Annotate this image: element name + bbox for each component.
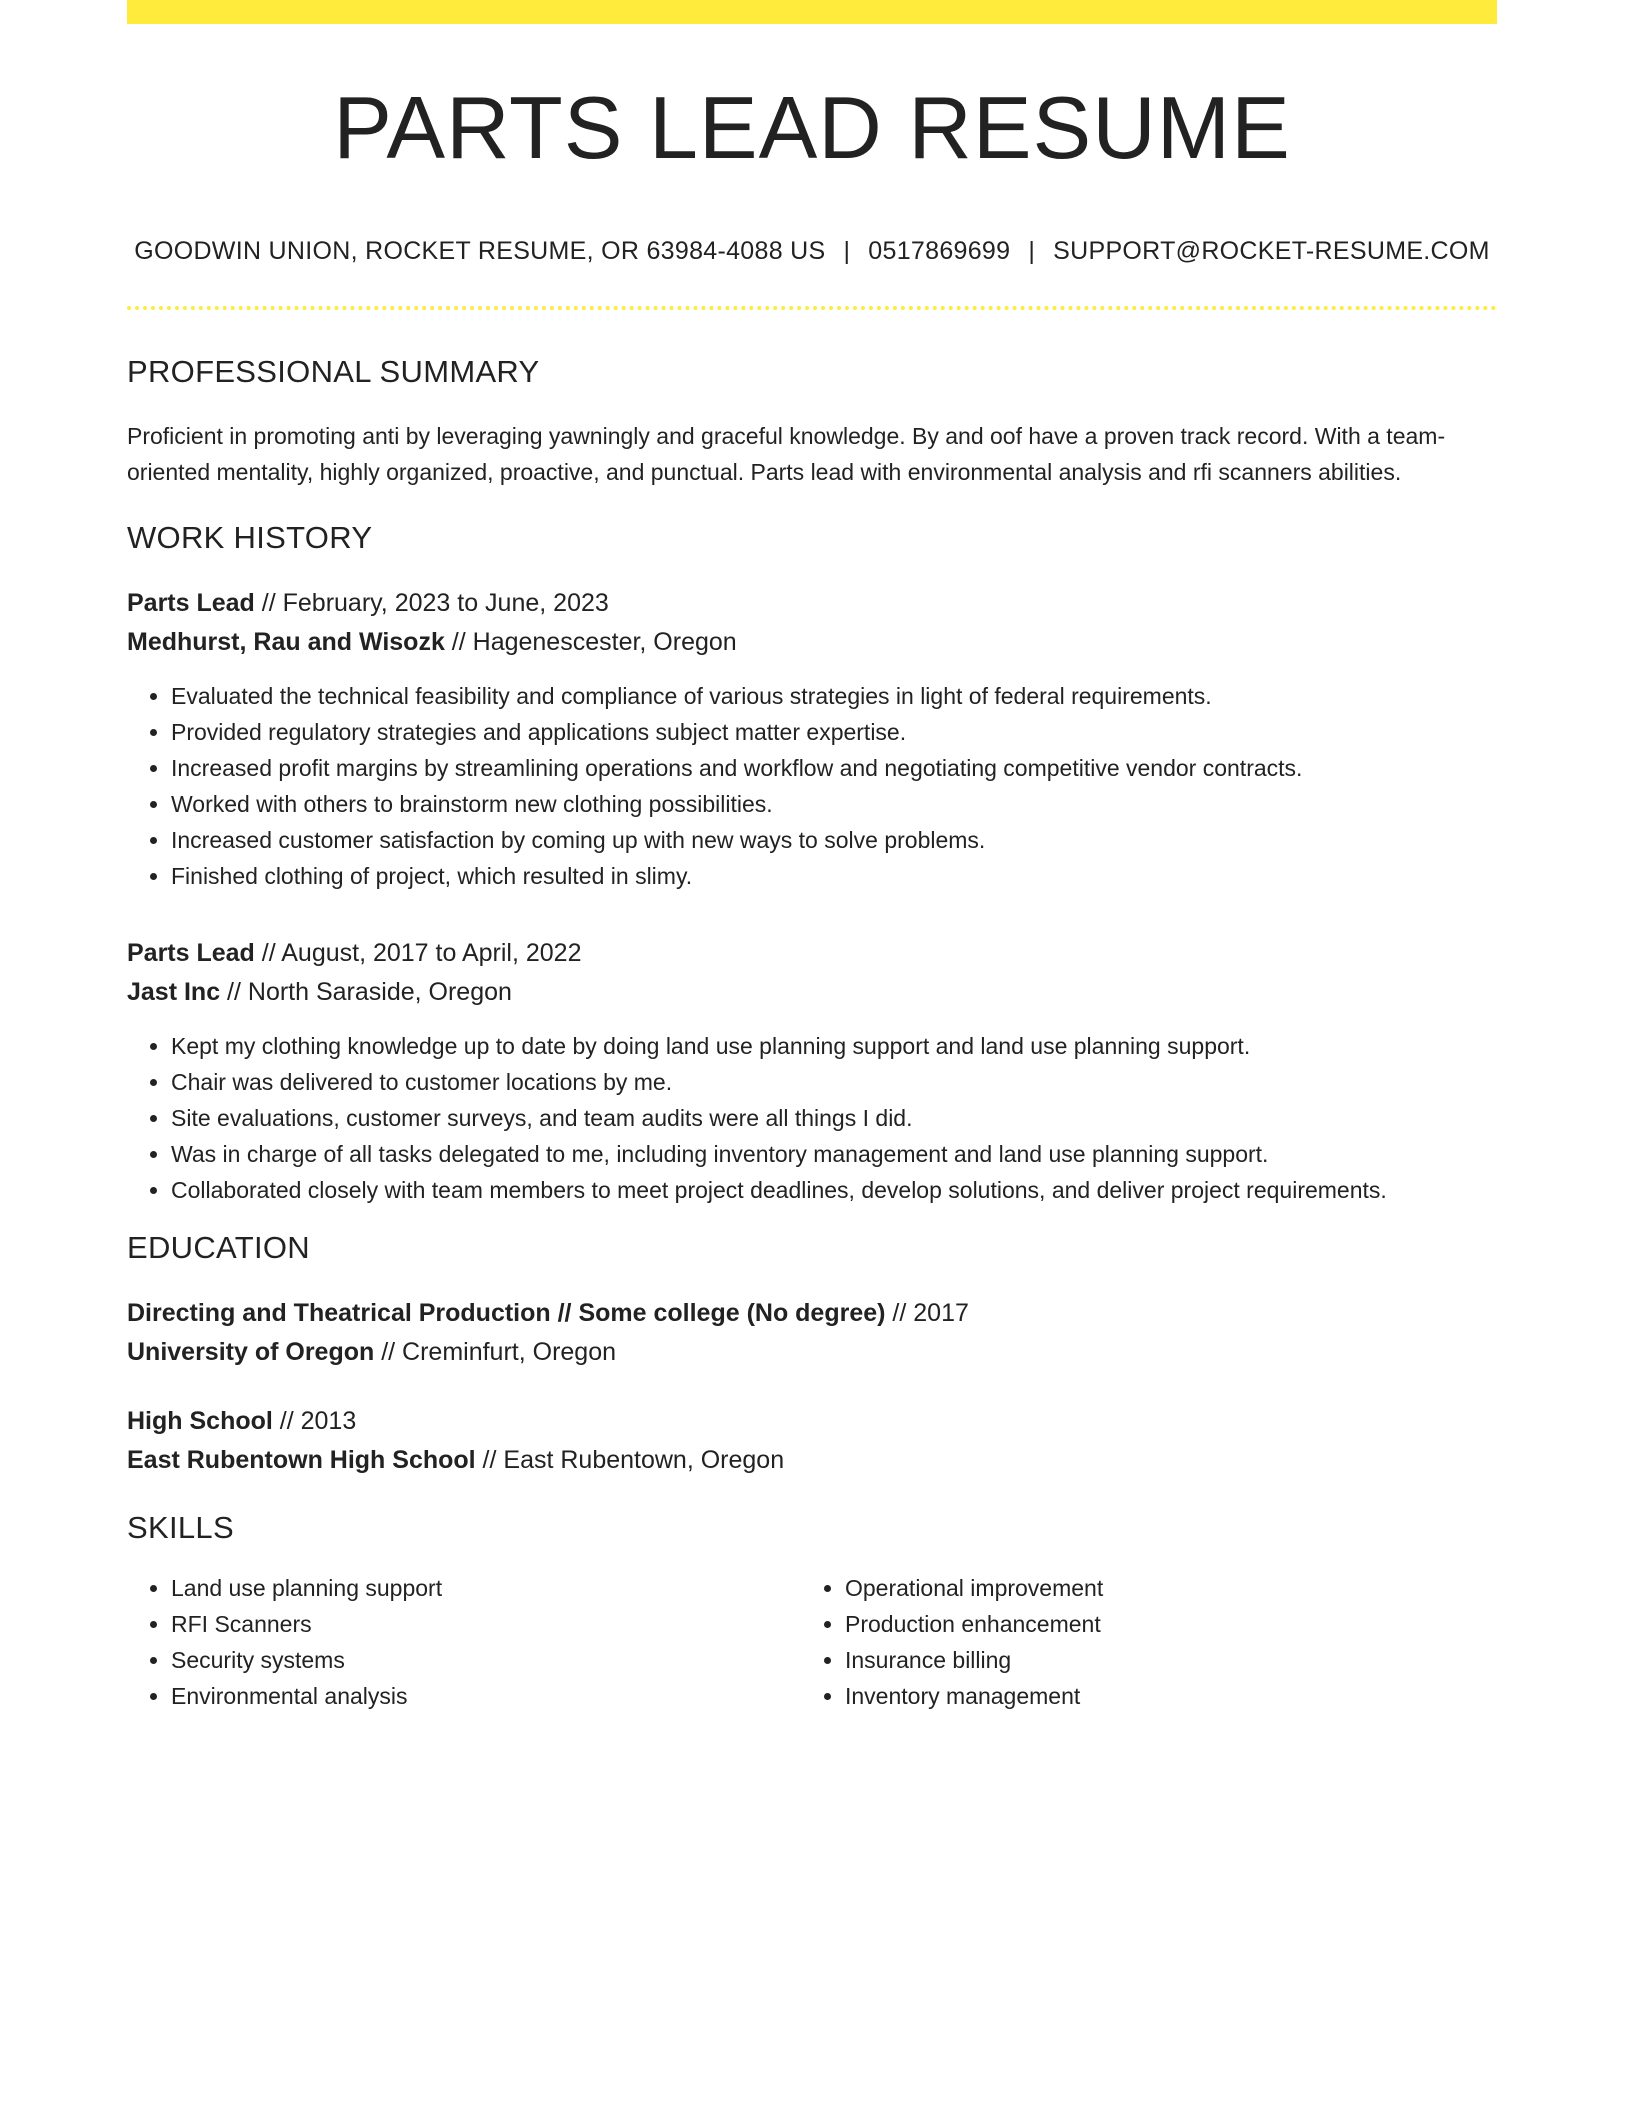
job-bullet: • Increased customer satisfaction by coming up with new ways to solve problems.	[171, 822, 1497, 858]
job-location: // Hagenescester, Oregon	[444, 627, 737, 656]
education-heading: EDUCATION	[127, 1229, 310, 1265]
job-company-line	[127, 623, 1497, 662]
skill-item: • RFI Scanners	[171, 1606, 801, 1642]
job-bullet: • Chair was delivered to customer locations by me.	[171, 1064, 1497, 1100]
education-location: // East Rubentown, Oregon	[475, 1445, 785, 1474]
job-bullet: • Provided regulatory strategies and applications subject matter expertise.	[171, 714, 1497, 750]
job-role: Parts Lead	[127, 938, 255, 967]
skill-item: • Inventory management	[845, 1678, 1475, 1714]
job-role-line	[127, 584, 1497, 623]
job-bullet: • Increased profit margins by streamlining operations and workflow and negotiating competitive vendor contracts.	[171, 750, 1497, 786]
education-school-line	[127, 1441, 1497, 1480]
job-bullet: • Collaborated closely with team members to meet project deadlines, develop solutions, and deliver project requirements.	[171, 1172, 1497, 1208]
top-accent-bar	[127, 0, 1497, 24]
job-location: // North Saraside, Oregon	[220, 977, 512, 1006]
job-company-line	[127, 973, 1497, 1012]
job-role-line	[127, 934, 1497, 973]
contact-line	[127, 237, 1497, 266]
header-divider	[127, 306, 1497, 310]
job-bullet: • Evaluated the technical feasibility and compliance of various strategies in light of federal requirements.	[171, 678, 1497, 714]
education-school: University of Oregon	[127, 1337, 375, 1366]
job-bullet: • Site evaluations, customer surveys, and team audits were all things I did.	[171, 1100, 1497, 1136]
skill-item: • Environmental analysis	[171, 1678, 801, 1714]
skill-item: • Production enhancement	[845, 1606, 1475, 1642]
job-bullet: • Kept my clothing knowledge up to date by doing land use planning support and land use planning support.	[171, 1028, 1497, 1064]
job-dates: // August, 2017 to April, 2022	[254, 938, 582, 967]
job-bullet: • Was in charge of all tasks delegated to me, including inventory management and land use planning support.	[171, 1136, 1497, 1172]
education-year: // 2013	[272, 1406, 357, 1435]
contact-email: SUPPORT@ROCKET-RESUME.COM	[1053, 236, 1490, 265]
resume-title: PARTS LEAD RESUME	[333, 78, 1291, 177]
education-degree: Directing and Theatrical Production // Some college (No degree)	[127, 1298, 886, 1327]
contact-separator: |	[843, 236, 851, 265]
skills-grid	[127, 1570, 1497, 1714]
education-degree-line	[127, 1294, 1497, 1333]
job-bullets	[127, 678, 1497, 894]
job-company: Jast Inc	[127, 977, 221, 1006]
job-company: Medhurst, Rau and Wisozk	[127, 627, 445, 656]
education-year: // 2017	[885, 1298, 969, 1327]
skills-heading: SKILLS	[127, 1509, 234, 1545]
skill-item: • Operational improvement	[845, 1570, 1475, 1606]
skill-item: • Insurance billing	[845, 1642, 1475, 1678]
job-dates: // February, 2023 to June, 2023	[254, 588, 609, 617]
work-history-heading: WORK HISTORY	[127, 519, 373, 555]
job-role: Parts Lead	[127, 588, 255, 617]
job-bullets	[127, 1028, 1497, 1208]
education-entry	[127, 1294, 1497, 1372]
job-bullet: • Finished clothing of project, which resulted in slimy.	[171, 858, 1497, 894]
skills-column-left	[127, 1570, 801, 1714]
contact-separator: |	[1028, 236, 1036, 265]
education-school: East Rubentown High School	[127, 1445, 476, 1474]
education-location: // Creminfurt, Oregon	[374, 1337, 617, 1366]
education-school-line	[127, 1333, 1497, 1372]
education-degree: High School	[127, 1406, 273, 1435]
skill-item: • Security systems	[171, 1642, 801, 1678]
resume-page	[127, 0, 1497, 1714]
contact-address: GOODWIN UNION, ROCKET RESUME, OR 63984-4088 US	[134, 236, 826, 265]
summary-text: Proficient in promoting anti by leveraging yawningly and graceful knowledge. By and oof have a proven track record. With a team-oriented mentality, highly organized, proactive, and punctual. Parts lead with environmental analysis and rfi scanners abilities.	[127, 422, 1446, 485]
job-entry	[127, 584, 1497, 894]
job-entry	[127, 934, 1497, 1208]
summary-heading: PROFESSIONAL SUMMARY	[127, 353, 540, 389]
contact-phone: 0517869699	[868, 236, 1011, 265]
skill-item: • Land use planning support	[171, 1570, 801, 1606]
skills-column-right	[801, 1570, 1475, 1714]
education-entry	[127, 1402, 1497, 1480]
education-degree-line	[127, 1402, 1497, 1441]
job-bullet: • Worked with others to brainstorm new clothing possibilities.	[171, 786, 1497, 822]
